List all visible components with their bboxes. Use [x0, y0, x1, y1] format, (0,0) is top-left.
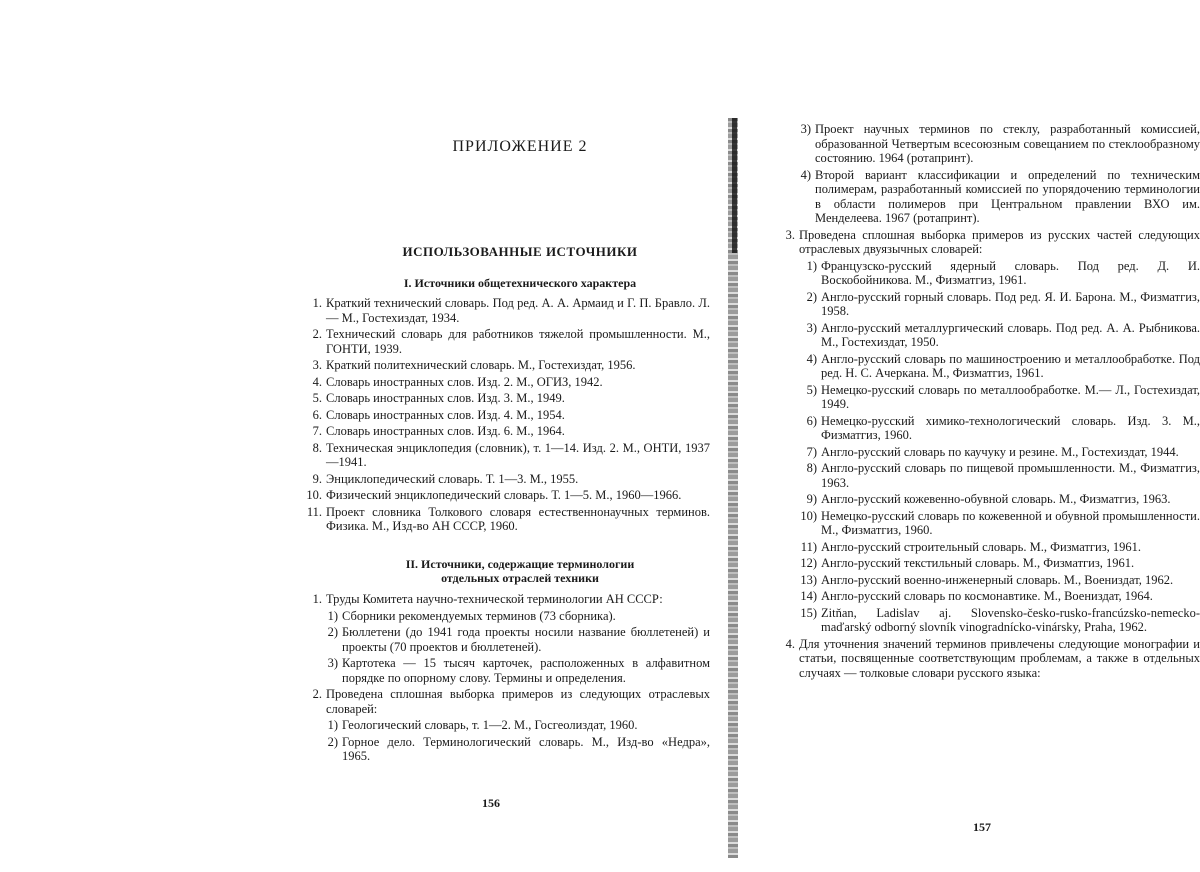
item-number: 7.	[312, 424, 322, 438]
item-number: 7)	[806, 444, 817, 459]
item-number: 3)	[327, 656, 338, 670]
item-text: Англо-русский текстильный словарь. М., Физматгиз, 1961.	[821, 556, 1135, 570]
section-2-heading	[335, 557, 705, 585]
source-item	[302, 592, 710, 607]
item-number: 8.	[312, 440, 322, 455]
source-subitem	[795, 556, 1200, 571]
source-item	[302, 375, 710, 390]
branch-sources-list	[302, 592, 710, 766]
source-subitem	[322, 735, 710, 764]
right-page	[735, 0, 1200, 872]
source-item	[302, 472, 710, 487]
item-text: Второй вариант классификации и определений по техническим полимерам, разработанный комиссией по упорядочению терминологии в области полимеров при Центральном правлении ВХО им. Менделеева. 1967 (ротапринт).	[815, 167, 1200, 225]
item-number: 9)	[806, 492, 817, 506]
item-text: Zitňan, Ladislav aj. Slovensko-česko-rusko-francúzsko-nemecko-maďarský odborný slovník vinogradnícko-vinársky, Praha, 1962.	[821, 605, 1200, 634]
item-number: 5)	[806, 382, 817, 397]
sources-heading: ИСПОЛЬЗОВАННЫЕ ИСТОЧНИКИ	[402, 244, 638, 259]
source-subitem	[322, 625, 710, 654]
item-number: 10.	[306, 488, 322, 502]
item-text: Французско-русский ядерный словарь. Под ред. Д. И. Воскобойникова. М., Физматгиз, 1961.	[821, 258, 1200, 287]
source-subitem	[795, 321, 1200, 350]
source-subitem	[795, 540, 1200, 555]
source-item	[302, 358, 710, 373]
item-number: 2)	[327, 734, 338, 749]
item-number: 10)	[800, 508, 817, 523]
source-subitem	[795, 168, 1200, 226]
source-subitem	[795, 461, 1200, 490]
item-number: 4)	[800, 167, 811, 182]
source-item	[302, 391, 710, 406]
source-item	[302, 488, 710, 503]
item-text: Проведена сплошная выборка примеров из следующих отраслевых словарей:	[326, 687, 710, 716]
source-subitem	[795, 414, 1200, 443]
item-text: Немецко-русский химико-технологический словарь. Изд. 3. М., Физматгиз, 1960.	[821, 413, 1200, 442]
source-subitem	[795, 259, 1200, 288]
item-number: 4.	[312, 374, 322, 389]
item-text: Англо-русский строительный словарь. М., Физматгиз, 1961.	[821, 539, 1142, 554]
source-subitem	[795, 492, 1200, 507]
item-text: Проведена сплошная выборка примеров из русских частей следующих отраслевых двуязычных словарей:	[799, 227, 1200, 256]
continued-sources-list	[775, 122, 1200, 682]
item-text: Словарь иностранных слов. Изд. 2. М., ОГИЗ, 1942.	[326, 374, 603, 389]
item-number: 3)	[800, 122, 811, 136]
source-subitem	[322, 609, 710, 624]
source-item	[302, 327, 710, 356]
item-text: Техническая энциклопедия (словник), т. 1—14. Изд. 2. М., ОНТИ, 1937—1941.	[326, 440, 710, 469]
source-item	[775, 228, 1200, 257]
source-item	[302, 441, 710, 470]
source-item	[302, 296, 710, 325]
item-text: Бюллетени (до 1941 года проекты носили название бюллетеней) и проекты (70 проектов и бюллетеней).	[342, 625, 710, 654]
item-text: Краткий политехнический словарь. М., Гостехиздат, 1956.	[326, 358, 636, 372]
source-subitem	[795, 122, 1200, 166]
item-number: 1.	[312, 592, 322, 606]
item-number: 1)	[327, 718, 338, 732]
item-number: 4.	[785, 636, 795, 651]
item-text: Англо-русский кожевенно-обувной словарь. М., Физматгиз, 1963.	[821, 492, 1171, 506]
source-item	[302, 408, 710, 423]
item-text: Краткий технический словарь. Под ред. А. А. Армаид и Г. П. Бравло. Л.— М., Гостехиздат, 1934.	[326, 296, 710, 325]
item-text: Словарь иностранных слов. Изд. 4. М., 1954.	[326, 407, 565, 422]
item-number: 14)	[800, 589, 817, 603]
source-subitem	[795, 445, 1200, 460]
item-number: 13)	[800, 572, 817, 587]
item-number: 6.	[312, 407, 322, 422]
item-text: Для уточнения значений терминов привлечены следующие монографии и статьи, посвященные соответствующим проблемам, а также в отдельных случаях — толковые словари русского языка:	[799, 636, 1200, 680]
page-number-left: 156	[482, 796, 500, 810]
source-item	[302, 687, 710, 716]
source-subitem	[795, 573, 1200, 588]
item-text: Англо-русский словарь по пищевой промышленности. М., Физматгиз, 1963.	[821, 461, 1200, 490]
item-number: 2)	[806, 289, 817, 304]
item-number: 1)	[327, 608, 338, 623]
item-text: Англо-русский словарь по космонавтике. М., Воениздат, 1964.	[821, 589, 1153, 603]
item-text: Немецко-русский словарь по металлообработке. М.— Л., Гостехиздат, 1949.	[821, 382, 1200, 411]
item-text: Проект научных терминов по стеклу, разработанный комиссией, образованной Четвертым всесоюзным совещанием по стеклообразному состоянию. 1964 (ротапринт).	[815, 122, 1200, 165]
source-item	[775, 637, 1200, 681]
source-item	[302, 424, 710, 439]
source-subitem	[795, 606, 1200, 635]
source-subitem	[795, 589, 1200, 604]
item-text: Англо-русский горный словарь. Под ред. Я. И. Барона. М., Физматгиз, 1958.	[821, 289, 1200, 318]
item-number: 8)	[806, 461, 817, 475]
item-number: 3.	[312, 358, 322, 372]
item-number: 11)	[800, 539, 817, 554]
section-2-heading-line1: II. Источники, содержащие терминологии	[405, 557, 635, 571]
general-sources-list	[302, 296, 710, 536]
item-text: Энциклопедический словарь. Т. 1—3. М., 1955.	[326, 471, 579, 486]
item-text: Физический энциклопедический словарь. Т. 1—5. М., 1960—1966.	[326, 488, 682, 502]
item-number: 2)	[327, 625, 338, 639]
item-text: Англо-русский словарь по каучуку и резине. М., Гостехиздат, 1944.	[821, 444, 1179, 459]
source-subitem	[795, 509, 1200, 538]
item-text: Труды Комитета научно-технической терминологии АН СССР:	[326, 592, 663, 606]
item-text: Англо-русский словарь по машиностроению и металлообработке. Под ред. Н. С. Ачеркана. М., Физматгиз, 1961.	[821, 351, 1200, 380]
source-subitem	[322, 656, 710, 685]
item-number: 4)	[806, 351, 817, 366]
section-1-heading: I. Источники общетехнического характера	[403, 276, 637, 290]
item-number: 3.	[785, 227, 795, 242]
item-number: 1)	[806, 258, 817, 273]
source-item	[302, 505, 710, 534]
item-number: 11.	[306, 504, 322, 519]
appendix-title: ПРИЛОЖЕНИЕ 2	[452, 138, 588, 155]
source-subitem	[322, 718, 710, 733]
item-number: 15)	[800, 605, 817, 620]
item-number: 5.	[312, 391, 322, 405]
page-number-right: 157	[973, 820, 991, 834]
item-number: 3)	[806, 320, 817, 335]
item-number: 9.	[312, 471, 322, 486]
item-text: Технический словарь для работников тяжелой промышленности. М., ГОНТИ, 1939.	[326, 327, 710, 356]
item-number: 2.	[312, 327, 322, 341]
source-subitem	[795, 290, 1200, 319]
section-2-heading-line2: отдельных отраслей техники	[441, 571, 599, 585]
item-text: Горное дело. Терминологический словарь. М., Изд-во «Недра», 1965.	[342, 734, 710, 763]
item-text: Картотека — 15 тысяч карточек, расположенных в алфавитном порядке по опорному слову. Термины и определения.	[342, 656, 710, 685]
item-number: 2.	[312, 687, 322, 701]
item-text: Словарь иностранных слов. Изд. 6. М., 1964.	[326, 424, 565, 438]
item-text: Англо-русский металлургический словарь. Под ред. А. А. Рыбникова. М., Гостехиздат, 1950.	[821, 320, 1200, 349]
item-number: 1.	[312, 296, 322, 310]
item-text: Геологический словарь, т. 1—2. М., Госгеолиздат, 1960.	[342, 718, 638, 732]
source-subitem	[795, 383, 1200, 412]
item-text: Сборники рекомендуемых терминов (73 сборника).	[342, 608, 616, 623]
item-text: Проект словника Толкового словаря естественнонаучных терминов. Физика. М., Изд-во АН СССР, 1960.	[326, 504, 710, 533]
item-number: 6)	[806, 413, 817, 428]
source-subitem	[795, 352, 1200, 381]
item-number: 12)	[800, 556, 817, 570]
item-text: Немецко-русский словарь по кожевенной и обувной промышленности. М., Физматгиз, 1960.	[821, 508, 1200, 537]
item-text: Словарь иностранных слов. Изд. 3. М., 1949.	[326, 391, 565, 405]
item-text: Англо-русский военно-инженерный словарь. М., Воениздат, 1962.	[821, 572, 1174, 587]
